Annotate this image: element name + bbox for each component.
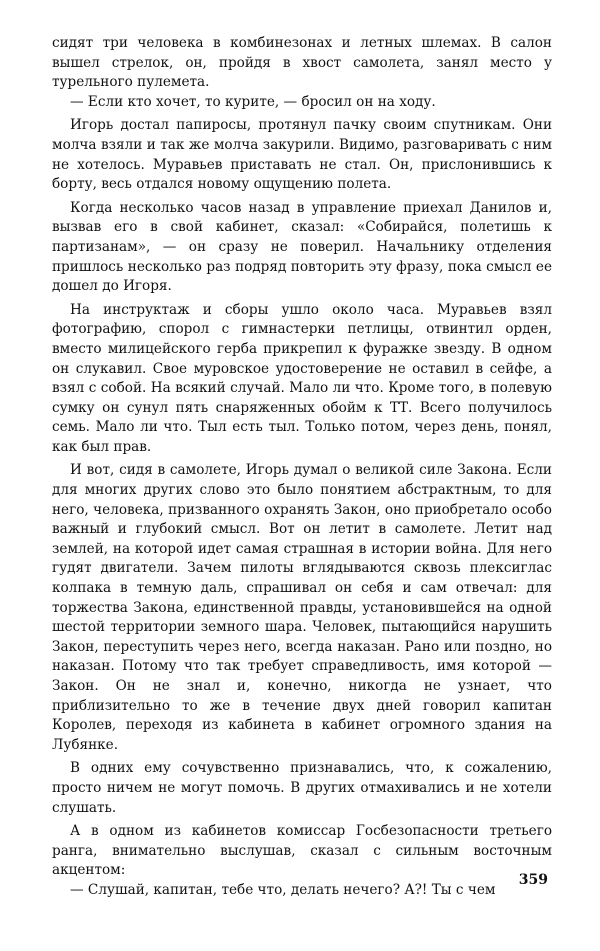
paragraph-dialogue-smoke: — Если кто хочет, то курите, — бросил он на ходу.: [70, 93, 436, 110]
paragraph-danilov: Когда несколько часов назад в управление приехал Данилов и, вызвав его в свой кабинет, сказал: «Собирайся, полетишь к партизанам», — он сразу не поверил. Начальнику отделения пришлось несколько раз подряд повторить эту фразу, пока смысл ее дошел до Игоря.: [52, 199, 552, 295]
paragraph-continuation: сидят три человека в комбинезонах и летных шлемах. В салон вышел стрелок, он, пройдя в хвост самолета, занял место у турельного пулемета.: [52, 35, 552, 91]
paragraph-dialogue-captain: — Слушай, капитан, тебе что, делать нечего? А?! Ты с чем: [70, 881, 496, 898]
page-text: [52, 34, 552, 901]
paragraph-law: И вот, сидя в самолете, Игорь думал о великой силе Закона. Если для многих других слово это было понятием абстрактным, то для него, человека, призванного охранять Закон, оно приобретало особо важный и глубокий смысл. Вот он летит в самолете. Летит над землей, на которой идет самая страшная в истории война. Для него гудят двигатели. Зачем пилоты вглядываются сквозь плексиглас колпака в темную даль, спрашивал он себя и сам отвечал: для торжества Закона, единственной правды, установившейся на одной шестой территории земного шара. Человек, пытающийся нарушить Закон, переступить через него, всегда наказан. Рано или поздно, но наказан. Потому что так требует справедливость, имя которой — Закон. Он не знал и, конечно, никогда не узнает, что приблизительно то же в течение двух дней говорил капитан Королев, переходя из кабинета в кабинет огромного здания на Лубянке.: [52, 462, 552, 753]
page-number: 359: [518, 872, 548, 888]
paragraph-offices: В одних ему сочувственно признавались, что, к сожалению, просто ничем не могут помочь. В других отмахивались и не хотели слушать.: [52, 760, 552, 816]
paragraph-igor-cigarettes: Игорь достал папиросы, протянул пачку своим спутникам. Они молча взяли и так же молча закурили. Видимо, разговаривать с ним не хотелось. Муравьев приставать не стал. Он, прислонившись к борту, весь отдался новому ощущению полета.: [52, 117, 552, 193]
paragraph-briefing: На инструктаж и сборы ушло около часа. Муравьев взял фотографию, спорол с гимнастерки петлицы, отвинтил орден, вместо милицейского герба прикрепил к фуражке звезду. В одном он слукавил. Свое муровское удостоверение не оставил в сейфе, а взял с собой. На всякий случай. Мало ли что. Кроме того, в полевую сумку он сунул пять снаряженных обойм к ТТ. Всего получилось семь. Мало ли что. Тыл есть тыл. Только потом, через день, понял, как был прав.: [52, 301, 552, 455]
paragraph-commissar: А в одном из кабинетов комиссар Госбезопасности третьего ранга, внимательно выслушав, сказал с сильным восточным акцентом:: [52, 823, 552, 879]
